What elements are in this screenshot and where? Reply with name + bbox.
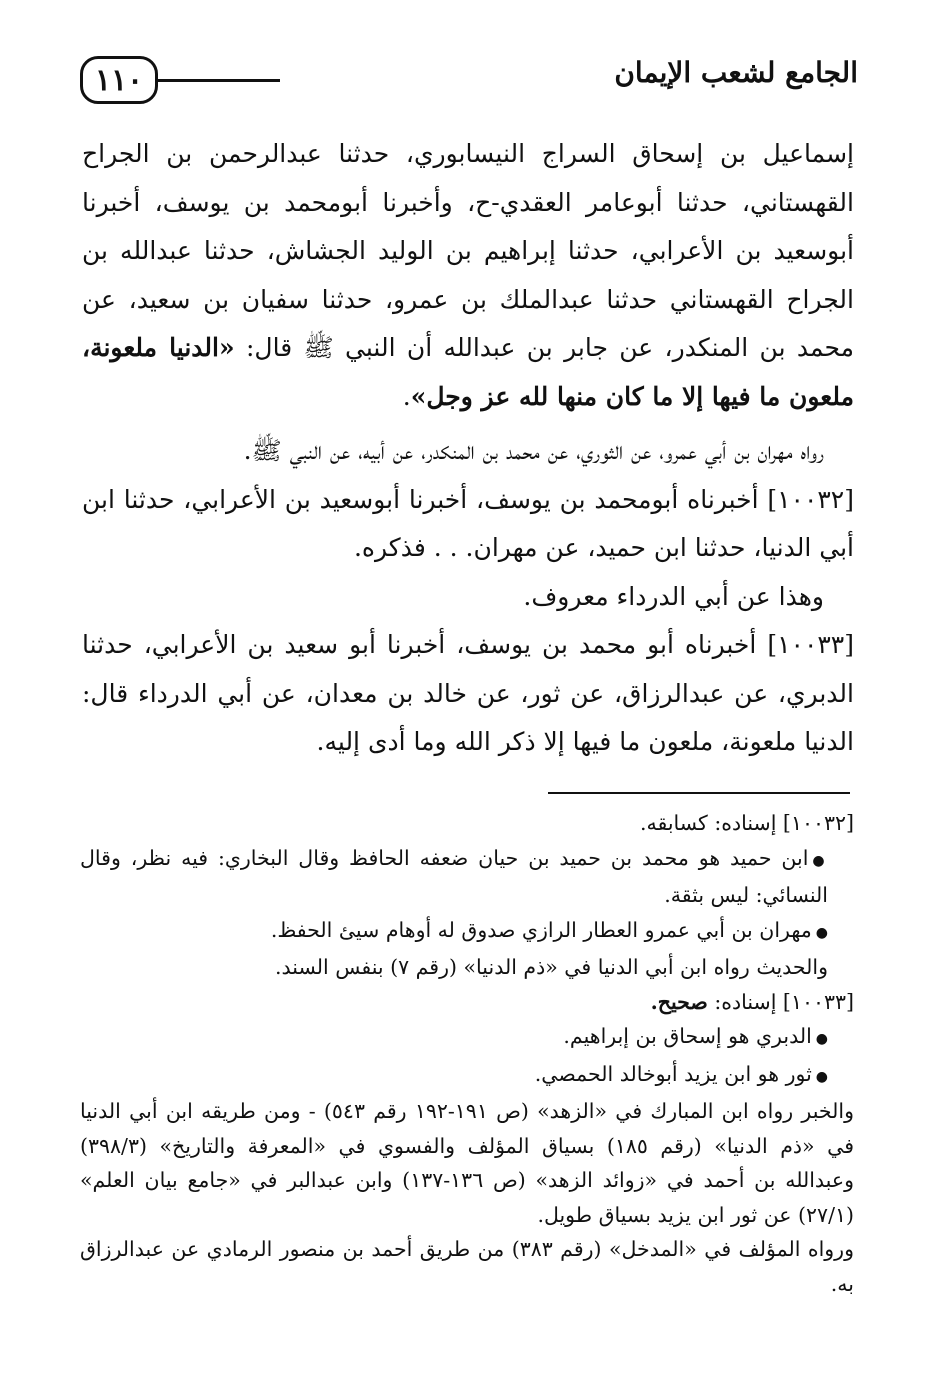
- footnote-text: والخبر رواه ابن المبارك في «الزهد» (ص ١٩١-١٩٢ رقم ٥٤٣) - ومن طريقه ابن أبي الدنيا في «ذم الدنيا» (رقم ١٨٥) بسياق المؤلف والفسوي في «المعرفة والتاريخ» (٣٩٨/٣) وعبدالله بن أحمد في «زوائد الزهد» (ص ١٣٦-١٣٧) وابن عبدالبر في «جامع بيان العلم» (٢٧/١) عن ثور ابن يزيد بسياق طويل.: [80, 1099, 855, 1227]
- footnotes: [80, 806, 854, 1301]
- footnote-divider: [548, 792, 850, 794]
- isnad-text: إسماعيل بن إسحاق السراج النيسابوري، حدثنا عبدالرحمن بن الجراح القهستاني، حدثنا أبوعامر العقدي-ح، وأخبرنا أبومحمد بن يوسف، أخبرنا أبوسعيد بن الأعرابي، حدثنا إبراهيم بن الوليد الجشاش، حدثنا عبدالله بن الجراح القهستاني حدثنا عبدالملك بن عمرو، حدثنا سفيان بن سعيد، عن محمد بن المنكدر، عن جابر بن عبدالله أن النبي ﷺ قال:: [82, 139, 854, 362]
- bullet-icon: ●: [815, 1068, 828, 1085]
- bullet-icon: ●: [815, 1031, 828, 1047]
- footnote-text: والحديث رواه ابن أبي الدنيا في «ذم الدنيا» (رقم ٧) بنفس السند.: [275, 955, 828, 979]
- footnote-text: ورواه المؤلف في «المدخل» (رقم ٣٨٣) من طريق أحمد بن منصور الرمادي عن عبدالرزاق به.: [80, 1237, 854, 1296]
- paragraph-narration: رواه مهران بن أبي عمرو، عن الثوري، عن محمد بن المنكدر، عن أبيه، عن النبي ﷺ.: [243, 436, 824, 465]
- page-header: [58, 52, 858, 116]
- footnote-bullet-text: ثور هو ابن يزيد أبوخالد الحمصي.: [534, 1061, 812, 1086]
- paragraph-hadith-10032: [١٠٠٣٢] أخبرناه أبومحمد بن يوسف، أخبرنا أبوسعيد بن الأعرابي، حدثنا ابن أبي الدنيا، حدثنا ابن حميد، عن مهران. . . فذكره.: [82, 484, 854, 562]
- footnote-label: [١٠٠٣٣] إسناده:: [714, 989, 854, 1014]
- hadith-text: «الدنيا ملعونة، ملعون ما فيها إلا ما كان منها لله عز وجل»: [82, 333, 854, 411]
- book-title: الجامع لشعب الإيمان: [614, 56, 858, 89]
- paragraph-end: .: [402, 381, 411, 411]
- grade-label: صحيح.: [650, 989, 708, 1014]
- paragraph-isnad: [82, 130, 854, 421]
- footnote-bullet-text: ابن حميد هو محمد بن حميد بن حيان ضعفه الحافظ وقال البخاري: فيه نظر، وقال النسائي: ليس بثقة.: [80, 845, 828, 907]
- header-rule: [158, 79, 280, 82]
- footnote-bullet: [80, 913, 854, 951]
- footnote-bullet: [80, 841, 854, 913]
- footnote-10032-heading: [١٠٠٣٢] إسناده: كسابقه.: [639, 811, 854, 835]
- paragraph-hadith-10033: [١٠٠٣٣] أخبرناه أبو محمد بن يوسف، أخبرنا أبو سعيد بن الأعرابي، حدثنا الدبري، عن عبدالرزاق، عن ثور، عن خالد بن معدان، عن أبي الدرداء قال: الدنيا ملعونة، ملعون ما فيها إلا ذكر الله وما أدى إليه.: [82, 630, 854, 756]
- footnote-bullet-text: الدبري هو إسحاق بن إبراهيم.: [563, 1024, 812, 1048]
- page-number: ١١٠: [80, 56, 158, 104]
- main-text: [82, 130, 854, 767]
- footnote-bullet-text: مهران بن أبي عمرو العطار الرازي صدوق له أوهام سيئ الحفظ.: [270, 917, 812, 942]
- bullet-icon: ●: [815, 924, 828, 941]
- footnote-10033-heading: [80, 985, 854, 1020]
- footnote-bullet: [80, 1019, 854, 1057]
- bullet-icon: ●: [812, 852, 829, 869]
- paragraph-note: وهذا عن أبي الدرداء معروف.: [523, 581, 824, 611]
- footnote-bullet: [80, 1057, 854, 1095]
